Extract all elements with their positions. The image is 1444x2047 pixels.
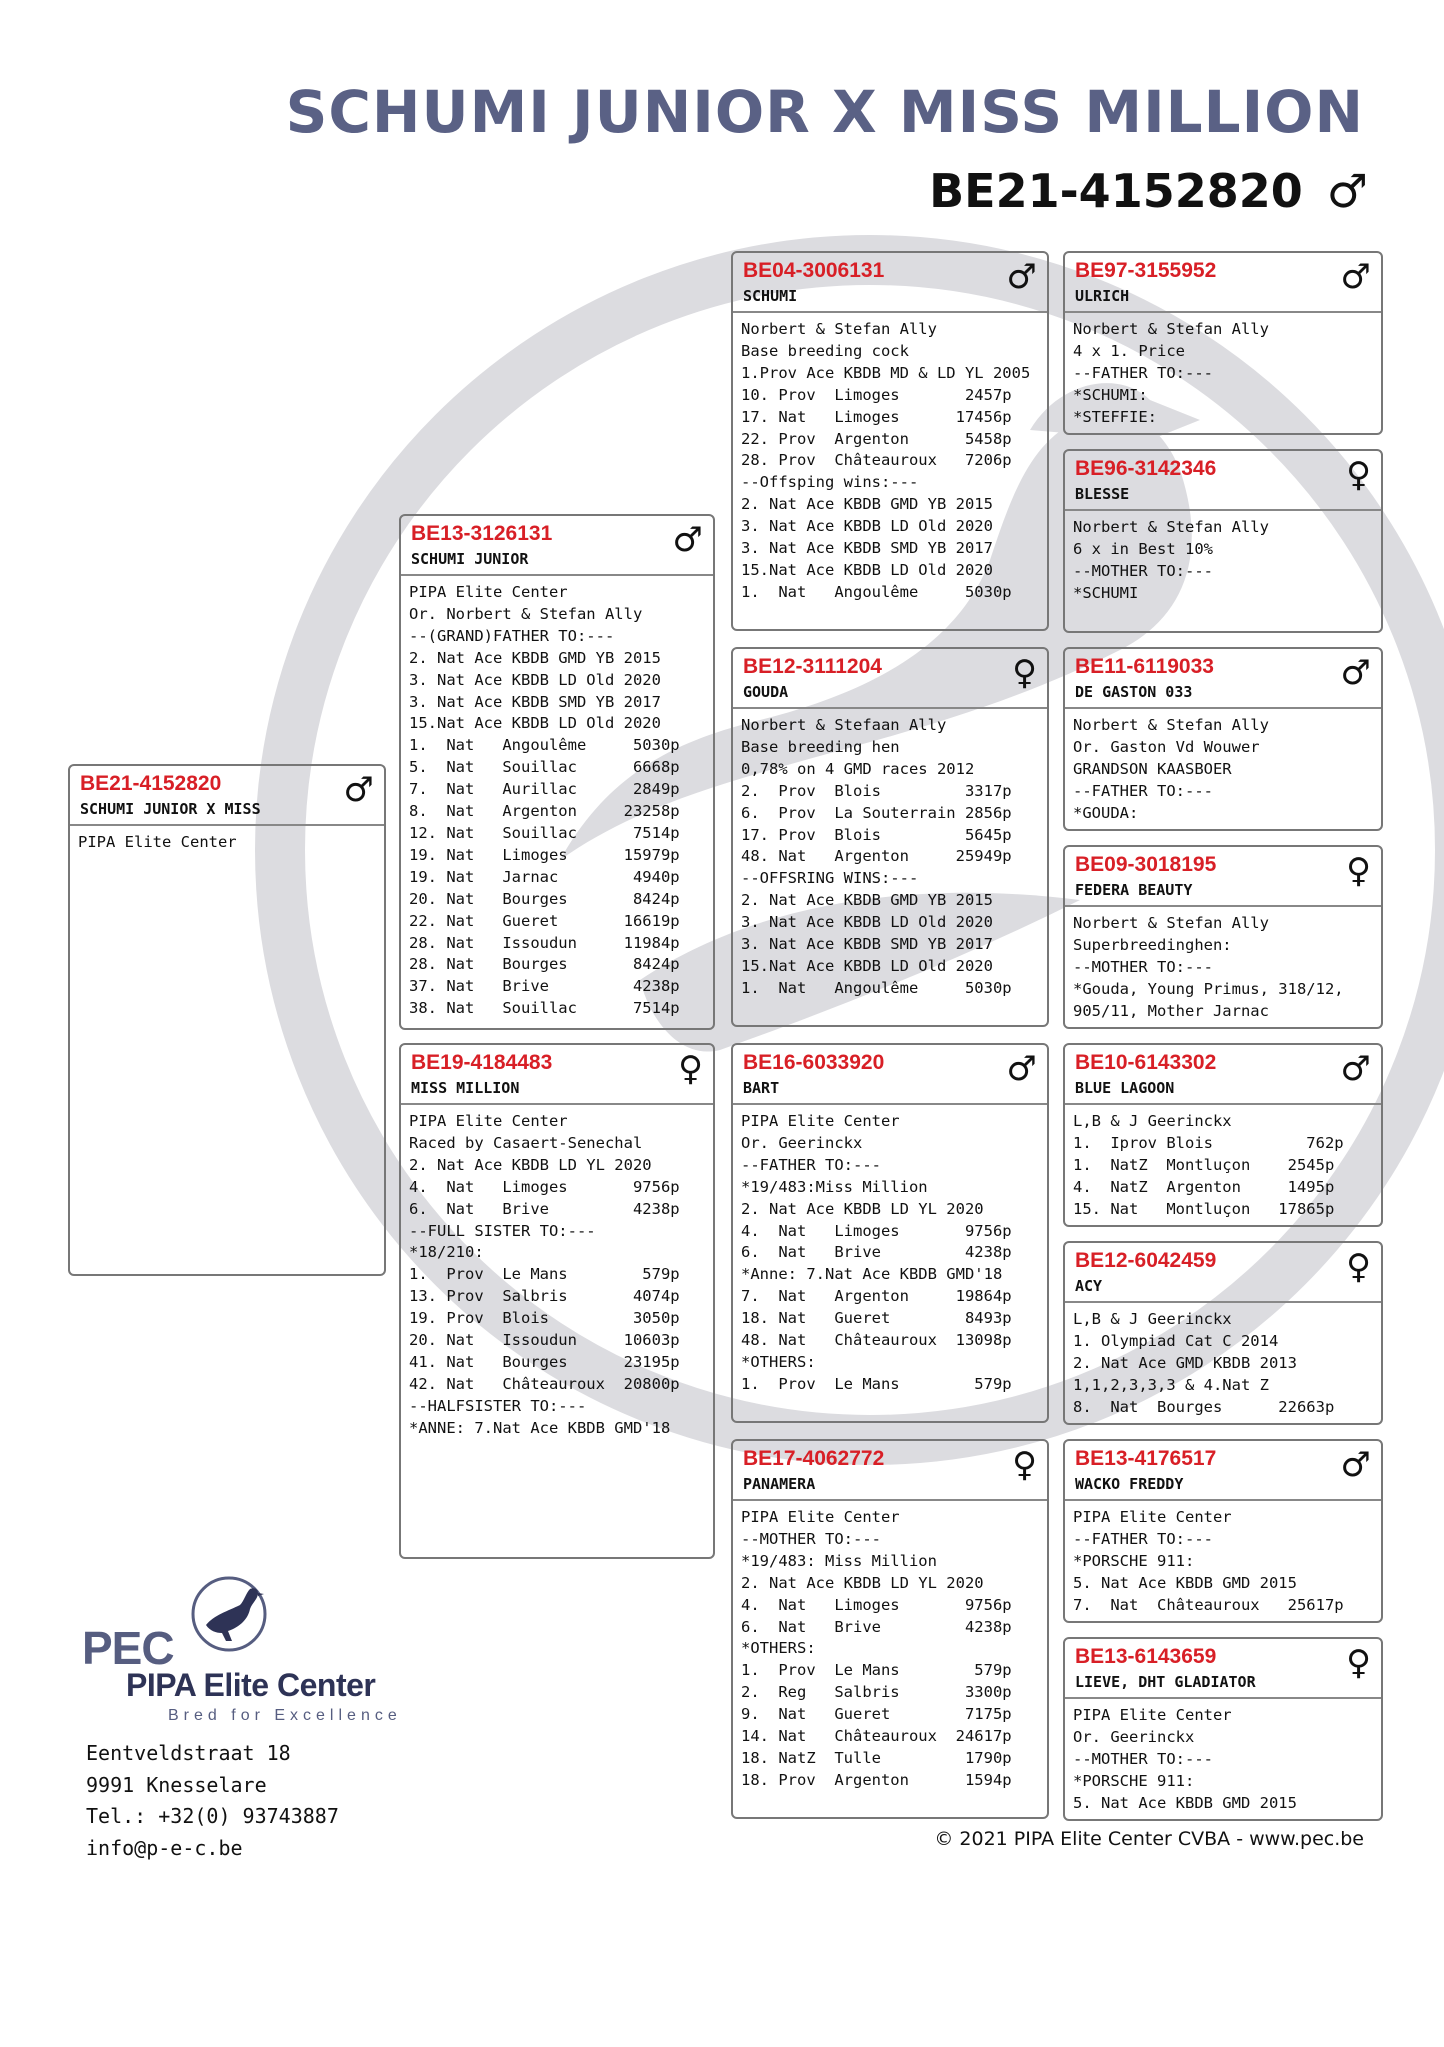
card-line: Norbert & Stefan Ally [1073,320,1269,338]
ring-number: BE09-3018195 [1075,853,1217,876]
card-line: 1. Prov Le Mans 579p [409,1265,680,1284]
card-header [1065,1045,1381,1105]
ring-number: BE10-6143302 [1075,1051,1217,1074]
card-line: 1. Iprov Blois 762p [1073,1133,1344,1152]
card-line: 1,1,2,3,3,3 & 4.Nat Z [1073,1375,1269,1394]
card-body [1065,709,1381,825]
male-symbol-icon: ♂ [1340,1049,1371,1089]
card-line: L,B & J Geerinckx [1073,1112,1232,1130]
card-line: --(GRAND)FATHER TO:--- [409,626,615,645]
ring-number: BE12-6042459 [1075,1249,1217,1272]
card-header [1065,1639,1381,1699]
card-line: 1. Prov Le Mans 579p [741,1661,1012,1680]
pigeon-name: SCHUMI [743,287,798,305]
ring-number: BE12-3111204 [743,655,882,678]
card-line: 20. Nat Bourges 8424p [409,889,680,908]
card-line: --FATHER TO:--- [1073,363,1213,382]
card-line: GRANDSON KAASBOER [1073,759,1232,778]
card-line: 20. Nat Issoudun 10603p [409,1331,680,1350]
card-line: 6. Nat Brive 4238p [409,1199,680,1218]
card-header [733,253,1047,313]
card-line: PIPA Elite Center [409,1112,568,1130]
female-symbol-icon: ♀ [1346,851,1371,891]
male-symbol-icon: ♂ [1006,1049,1037,1089]
card-body [1065,1699,1381,1815]
pigeon-name: BART [743,1079,780,1097]
card-line: 17. Nat Limoges 17456p [741,407,1012,426]
pigeon-name: LIEVE, DHT GLADIATOR [1075,1673,1256,1691]
card-line: --MOTHER TO:--- [741,1529,881,1548]
ring-number: BE96-3142346 [1075,457,1217,480]
card-line: Or. Norbert & Stefan Ally [409,604,643,623]
card-header [733,1441,1047,1501]
card-body [70,826,384,854]
card-line: PIPA Elite Center [1073,1508,1232,1526]
card-line: 3. Nat Ace KBDB SMD YB 2017 [409,692,661,711]
card-body [733,709,1047,1000]
card-line: 0,78% on 4 GMD races 2012 [741,759,975,778]
card-body [733,1501,1047,1792]
card-line: 4. Nat Limoges 9756p [741,1221,1012,1240]
card-line: *OTHERS: [741,1352,816,1371]
card-line: *PORSCHE 911: [1073,1771,1195,1790]
card-line: 19. Prov Blois 3050p [409,1309,680,1328]
card-line: 8. Nat Bourges 22663p [1073,1397,1335,1416]
card-line: 18. Prov Argenton 1594p [741,1770,1012,1789]
pigeon-name: ACY [1075,1277,1103,1295]
card-header [733,649,1047,709]
card-line: 4. Nat Limoges 9756p [741,1595,1012,1614]
pigeon-name: ULRICH [1075,287,1130,305]
pedigree-card-father [399,514,715,1030]
card-line: 1.Prov Ace KBDB MD & LD YL 2005 [741,363,1031,382]
pigeon-name: BLUE LAGOON [1075,1079,1175,1097]
card-line: *GOUDA: [1073,803,1139,822]
card-line: 6 x in Best 10% [1073,539,1213,558]
ring-number: BE21-4152820 [80,772,222,795]
pedigree-card-fmm [1063,845,1383,1029]
address-street: Eentveldstraat 18 [86,1741,291,1765]
pedigree-card-fmf [1063,647,1383,831]
male-symbol-icon: ♂ [1340,1445,1371,1485]
card-line: PIPA Elite Center [741,1508,900,1526]
ring-number: BE21-4152820 [929,164,1303,218]
card-header [401,516,713,576]
card-line: Superbreedinghen: [1073,935,1232,954]
card-line: 18. NatZ Tulle 1790p [741,1748,1012,1767]
card-line: 1. Nat Angoulême 5030p [409,736,680,755]
card-line: --FATHER TO:--- [1073,1529,1213,1548]
card-line: 2. Nat Ace KBDB GMD YB 2015 [741,495,993,514]
male-symbol-icon: ♂ [672,520,703,560]
card-line: 5. Nat Ace KBDB GMD 2015 [1073,1573,1297,1592]
card-line: PIPA Elite Center [409,583,568,601]
card-line: Or. Geerinckx [1073,1727,1195,1746]
contact-address [86,1738,339,1864]
card-line: 17. Prov Blois 5645p [741,825,1012,844]
card-line: *Gouda, Young Primus, 318/12, [1073,979,1344,998]
card-line: 7. Nat Châteauroux 25617p [1073,1595,1344,1614]
card-line: 1. NatZ Montluçon 2545p [1073,1155,1335,1174]
card-line: 2. Nat Ace KBDB GMD YB 2015 [409,648,661,667]
logo-abbreviation: PEC [82,1622,174,1674]
card-line: PIPA Elite Center [78,833,237,851]
page-title: SCHUMI JUNIOR X MISS MILLION [285,78,1364,146]
card-line: 5. Nat Souillac 6668p [409,758,680,777]
card-header [401,1045,713,1105]
card-line: 28. Prov Châteauroux 7206p [741,451,1012,470]
card-body [733,1105,1047,1396]
pigeon-name: BLESSE [1075,485,1130,503]
address-phone: Tel.: +32(0) 93743887 [86,1804,339,1828]
card-line: 1. Nat Angoulême 5030p [741,582,1012,601]
card-body [1065,907,1381,1023]
card-line: --HALFSISTER TO:--- [409,1396,587,1415]
pedigree-card-mmf [1063,1439,1383,1623]
card-line: --FATHER TO:--- [741,1155,881,1174]
pigeon-name: WACKO FREDDY [1075,1475,1184,1493]
pigeon-name: FEDERA BEAUTY [1075,881,1193,899]
card-body [733,313,1047,604]
card-line: 6. Nat Brive 4238p [741,1617,1012,1636]
female-symbol-icon: ♀ [1012,1445,1037,1485]
female-symbol-icon: ♀ [1346,1247,1371,1287]
male-symbol-icon: ♂ [1326,164,1368,218]
address-city: 9991 Knesselare [86,1772,267,1797]
card-line: --MOTHER TO:--- [1073,957,1213,976]
card-line: 42. Nat Châteauroux 20800p [409,1374,680,1393]
card-line: 3. Nat Ace KBDB LD Old 2020 [741,913,993,932]
card-line: 12. Nat Souillac 7514p [409,823,680,842]
card-line: 19. Nat Limoges 15979p [409,845,680,864]
pigeon-name: MISS MILLION [411,1079,520,1097]
card-header [1065,649,1381,709]
card-header [70,766,384,826]
card-line: 2. Prov Blois 3317p [741,781,1012,800]
card-body [1065,511,1381,605]
card-line: 1. Prov Le Mans 579p [741,1374,1012,1393]
ring-number: BE13-3126131 [411,522,553,545]
card-line: 10. Prov Limoges 2457p [741,385,1012,404]
male-symbol-icon: ♂ [343,770,374,810]
card-line: *STEFFIE: [1073,407,1157,426]
pedigree-card-mff [1063,1043,1383,1227]
card-line: 2. Nat Ace KBDB LD YL 2020 [409,1155,652,1174]
card-line: *PORSCHE 911: [1073,1551,1195,1570]
card-line: *ANNE: 7.Nat Ace KBDB GMD'18 [409,1418,671,1437]
pedigree-card-mother [399,1043,715,1559]
male-symbol-icon: ♂ [1006,257,1037,297]
card-header [1065,1441,1381,1501]
pedigree-card-fm [731,647,1049,1027]
card-line: --FATHER TO:--- [1073,781,1213,800]
card-line: --Offsping wins:--- [741,473,919,492]
female-symbol-icon: ♀ [1346,455,1371,495]
ring-number: BE16-6033920 [743,1051,885,1074]
ring-number: BE17-4062772 [743,1447,885,1470]
card-line: Base breeding cock [741,341,909,360]
card-line: 15.Nat Ace KBDB LD Old 2020 [409,714,661,733]
card-line: 7. Nat Argenton 19864p [741,1287,1012,1306]
card-line: 38. Nat Souillac 7514p [409,999,680,1018]
pedigree-card-ffm [1063,449,1383,633]
card-line: Norbert & Stefan Ally [1073,716,1269,734]
card-line: Base breeding hen [741,737,900,756]
female-symbol-icon: ♀ [1012,653,1037,693]
card-line: 1. Nat Angoulême 5030p [741,978,1012,997]
pigeon-name: GOUDA [743,683,789,701]
card-line: *18/210: [409,1243,484,1262]
male-symbol-icon: ♂ [1340,257,1371,297]
card-line: 3. Nat Ace KBDB SMD YB 2017 [741,539,993,558]
page-ring-number [929,164,1368,218]
ring-number: BE13-4176517 [1075,1447,1217,1470]
ring-number: BE19-4184483 [411,1051,553,1074]
card-line: 48. Nat Argenton 25949p [741,847,1012,866]
ring-number: BE04-3006131 [743,259,885,282]
card-line: 2. Nat Ace KBDB LD YL 2020 [741,1199,984,1218]
card-line: *SCHUMI [1073,583,1139,602]
card-line: 7. Nat Aurillac 2849p [409,780,680,799]
pigeon-name: DE GASTON 033 [1075,683,1193,701]
ring-number: BE11-6119033 [1075,655,1214,678]
card-line: *19/483: Miss Million [741,1551,937,1570]
card-line: 2. Nat Ace KBDB LD YL 2020 [741,1573,984,1592]
card-body [1065,1501,1381,1617]
pigeon-name: PANAMERA [743,1475,816,1493]
card-line: 15. Nat Montluçon 17865p [1073,1199,1335,1218]
card-line: 4 x 1. Price [1073,341,1185,360]
card-line: 6. Prov La Souterrain 2856p [741,803,1012,822]
copyright-notice: © 2021 PIPA Elite Center CVBA - www.pec.be [934,1828,1364,1850]
card-body [401,576,713,1020]
address-email[interactable]: info@p-e-c.be [86,1835,243,1860]
male-symbol-icon: ♂ [1340,653,1371,693]
card-line: Norbert & Stefan Ally [741,320,937,338]
card-header [1065,253,1381,313]
female-symbol-icon: ♀ [1346,1643,1371,1683]
card-line: 28. Nat Bourges 8424p [409,955,680,974]
card-header [1065,847,1381,907]
pigeon-name: SCHUMI JUNIOR [411,550,529,568]
card-line: 37. Nat Brive 4238p [409,977,680,996]
card-line: 905/11, Mother Jarnac [1073,1001,1269,1020]
card-line: 22. Nat Gueret 16619p [409,911,680,930]
card-line: 2. Nat Ace GMD KBDB 2013 [1073,1353,1297,1372]
card-line: --MOTHER TO:--- [1073,561,1213,580]
card-line: 13. Prov Salbris 4074p [409,1287,680,1306]
card-header [1065,451,1381,511]
pedigree-card-ff [731,251,1049,631]
card-line: Norbert & Stefan Ally [1073,914,1269,932]
card-line: 15.Nat Ace KBDB LD Old 2020 [741,560,993,579]
card-line: 14. Nat Châteauroux 24617p [741,1727,1012,1746]
card-line: --FULL SISTER TO:--- [409,1221,596,1240]
card-line: 41. Nat Bourges 23195p [409,1352,680,1371]
card-header [1065,1243,1381,1303]
card-body [1065,1105,1381,1221]
card-line: Norbert & Stefaan Ally [741,716,947,734]
pedigree-card-fff [1063,251,1383,435]
card-line: 28. Nat Issoudun 11984p [409,933,680,952]
card-line: L,B & J Geerinckx [1073,1310,1232,1328]
card-body [1065,313,1381,429]
pedigree-card-mfm [1063,1241,1383,1425]
card-body [401,1105,713,1440]
card-line: 9. Nat Gueret 7175p [741,1705,1012,1724]
card-header [733,1045,1047,1105]
pigeon-logo-icon [188,1575,270,1653]
card-line: Norbert & Stefan Ally [1073,518,1269,536]
pedigree-card-mf [731,1043,1049,1423]
ring-number: BE13-6143659 [1075,1645,1217,1668]
card-line: 18. Nat Gueret 8493p [741,1309,1012,1328]
card-line: 19. Nat Jarnac 4940p [409,867,680,886]
pec-logo [82,1575,422,1724]
card-line: *SCHUMI: [1073,385,1148,404]
card-line: 6. Nat Brive 4238p [741,1243,1012,1262]
card-line: PIPA Elite Center [741,1112,900,1130]
card-line: 4. Nat Limoges 9756p [409,1177,680,1196]
card-line: 8. Nat Argenton 23258p [409,802,680,821]
logo-name: PIPA Elite Center [126,1667,376,1703]
card-line: 1. Olympiad Cat C 2014 [1073,1331,1279,1350]
card-line: --OFFSRING WINS:--- [741,869,919,888]
card-line: 48. Nat Châteauroux 13098p [741,1331,1012,1350]
card-line: 3. Nat Ace KBDB LD Old 2020 [741,517,993,536]
card-line: Or. Gaston Vd Wouwer [1073,737,1260,756]
card-line: 3. Nat Ace KBDB SMD YB 2017 [741,935,993,954]
ring-number: BE97-3155952 [1075,259,1217,282]
female-symbol-icon: ♀ [678,1049,703,1089]
pigeon-name: SCHUMI JUNIOR X MISS [80,800,261,818]
card-line: 22. Prov Argenton 5458p [741,429,1012,448]
card-line: 3. Nat Ace KBDB LD Old 2020 [409,670,661,689]
card-line: *19/483:Miss Million [741,1177,928,1196]
card-line: --MOTHER TO:--- [1073,1749,1213,1768]
logo-tagline: Bred for Excellence [168,1707,402,1724]
pedigree-card-subject [68,764,386,1276]
card-line: *OTHERS: [741,1639,816,1658]
card-line: Raced by Casaert-Senechal [409,1133,643,1152]
pedigree-card-mm [731,1439,1049,1819]
card-line: 2. Nat Ace KBDB GMD YB 2015 [741,891,993,910]
card-line: PIPA Elite Center [1073,1706,1232,1724]
card-line: 5. Nat Ace KBDB GMD 2015 [1073,1793,1297,1812]
card-line: 15.Nat Ace KBDB LD Old 2020 [741,956,993,975]
card-line: *Anne: 7.Nat Ace KBDB GMD'18 [741,1265,1003,1284]
pedigree-card-mmm [1063,1637,1383,1821]
card-line: Or. Geerinckx [741,1133,863,1152]
card-line: 4. NatZ Argenton 1495p [1073,1177,1335,1196]
card-body [1065,1303,1381,1419]
card-line: 2. Reg Salbris 3300p [741,1683,1012,1702]
